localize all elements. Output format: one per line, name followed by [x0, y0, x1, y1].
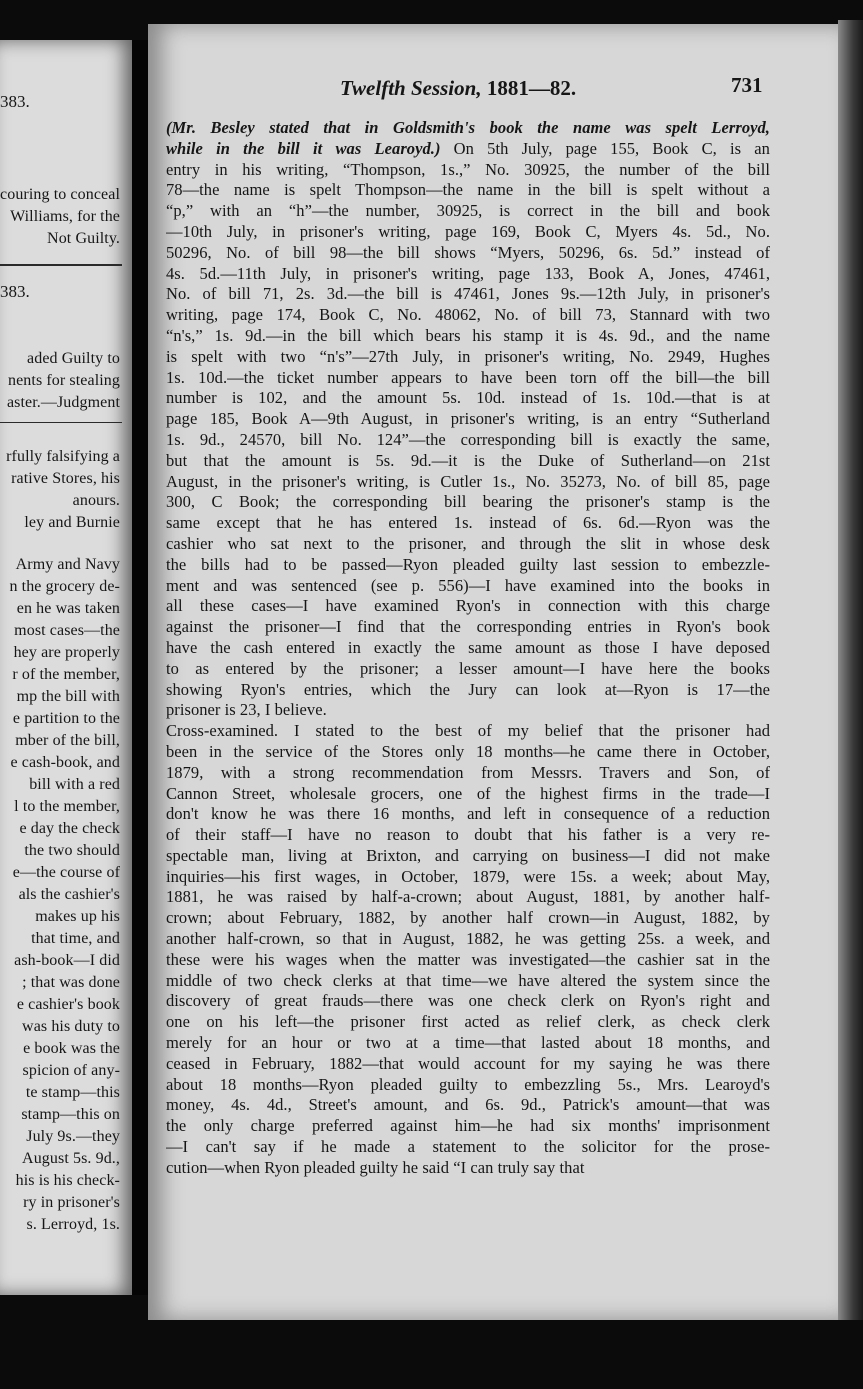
left-page-line: l to the member,: [14, 798, 120, 815]
left-page-case-number: 383.: [0, 282, 30, 301]
left-page-line: nents for stealing: [8, 372, 120, 389]
left-page-line: August 5s. 9d.,: [22, 1150, 120, 1167]
left-page-line: r of the member,: [12, 666, 120, 683]
text-line: same except that he has entered 1s. instead of 6s. 6d.—Ryon was the: [166, 513, 770, 533]
session-years: 1881—82.: [486, 76, 577, 100]
text-line: is spelt with two “n's”—27th July, in prisoner's writing, No. 2949, Hughes: [166, 346, 770, 366]
left-page-line: e cash-book, and: [10, 754, 120, 771]
left-page-line: ry in prisoner's: [23, 1194, 120, 1211]
text-line: 300, C Book; the corresponding bill bearing the prisoner's stamp is the: [166, 492, 770, 512]
text-line: middle of two check clerks at that time—we have altered the system since the: [166, 970, 770, 990]
text-line: entry in his writing, “Thompson, 1s.,” No. 30925, the number of the bill: [166, 159, 770, 179]
text-line: page 185, Book A—9th August, in prisoner's writing, is an entry “Sutherland: [166, 409, 770, 429]
text-line: inquiries—his first wages, in October, 1879, were 15s. a week; about May,: [166, 866, 770, 886]
text-line: spectable man, living at Brixton, and carrying on business—I did not make: [166, 845, 770, 865]
left-page-line: spicion of any-: [22, 1062, 120, 1079]
text-line: have the cash entered in exactly the same amount as those I have deposed: [166, 637, 770, 657]
text-line: 78—the name is spelt Thompson—the name in the bill is spelt without a: [166, 180, 770, 200]
left-page-line: his is his check-: [15, 1172, 120, 1189]
left-page-line: rfully falsifying a: [6, 448, 120, 465]
text-line: No. of bill 71, 2s. 3d.—the bill is 47461, Jones 9s.—12th July, in prisoner's: [166, 284, 770, 304]
text-line: against the prisoner—I find that the corresponding entries in Ryon's book: [166, 617, 770, 637]
text-line: merely for an hour or two at a time—that lasted about 18 months, and: [166, 1033, 770, 1053]
text-line: Cross-examined. I stated to the best of my belief that the prisoner had: [166, 721, 770, 741]
left-page-line: mp the bill with: [16, 688, 120, 705]
text-line: to as entered by the prisoner; a lesser amount—I have here the books: [166, 658, 770, 678]
text-line: the only charge preferred against him—he had six months' imprisonment: [166, 1116, 770, 1136]
left-page-line: bill with a red: [29, 776, 120, 793]
text-line: writing, page 174, Book C, No. 48062, No. of bill 73, Stannard with two: [166, 305, 770, 325]
left-page-line: rative Stores, his: [11, 470, 120, 487]
left-page-rule: [0, 422, 122, 423]
text-line: —10th July, in prisoner's writing, page 169, Book C, Myers 4s. 5d., No.: [166, 221, 770, 241]
left-page: [0, 40, 134, 1295]
page-edge: [838, 20, 863, 1320]
text-line: “n's,” 1s. 9d.—in the bill which bears his stamp it is 4s. 9d., and the name: [166, 325, 770, 345]
left-page-line: e day the check: [19, 820, 120, 837]
text-line: been in the service of the Stores only 18 months—he came there in October,: [166, 741, 770, 761]
left-page-line: Not Guilty.: [47, 230, 120, 247]
left-page-line: makes up his: [35, 908, 120, 925]
text-line: 1879, with a strong recommendation from Messrs. Travers and Son, of: [166, 762, 770, 782]
left-page-line: that time, and: [31, 930, 120, 947]
text-line: “p,” with an “h”—the number, 30925, is correct in the bill and book: [166, 201, 770, 221]
text-line: don't know he was there 16 months, and left in consequence of a reduction: [166, 804, 770, 824]
text-line: 1s. 10d.—the ticket number appears to have been torn off the bill—the bill: [166, 367, 770, 387]
left-page-line: e cashier's book: [16, 996, 120, 1013]
left-page-line: e book was the: [23, 1040, 120, 1057]
text-line: showing Ryon's entries, which the Jury can look at—Ryon is 17—the: [166, 679, 770, 699]
text-line: one on his left—the prisoner first acted as relief clerk, as check clerk: [166, 1012, 770, 1032]
left-page-line: aster.—Judgment: [6, 394, 120, 411]
left-page-line: stamp—this on: [21, 1106, 120, 1123]
left-page-line: e—the course of: [12, 864, 120, 881]
text-line: number is 102, and the amount 5s. 10d. instead of 1s. 10d.—that is at: [166, 388, 770, 408]
text-line: —I can't say if he made a statement to the solicitor for the prose-: [166, 1137, 770, 1157]
text-line: (Mr. Besley stated that in Goldsmith's book the name was spelt Lerroyd,: [166, 118, 770, 137]
text-line: while in the bill it was Learoyd.) On 5th July, page 155, Book C, is an: [166, 138, 770, 158]
left-page-line: was his duty to: [22, 1018, 120, 1035]
text-line: 1s. 9d., 24570, bill No. 124”—the corresponding bill is exactly the same,: [166, 429, 770, 449]
left-page-line: most cases—the: [14, 622, 120, 639]
left-page-line: ley and Burnie: [24, 514, 120, 531]
left-page-line: e partition to the: [12, 710, 120, 727]
text-line: ment and was sentenced (see p. 556)—I have examined into the books in: [166, 575, 770, 595]
text-line: 1881, he was raised by half-a-crown; about August, 1881, by another half-: [166, 887, 770, 907]
running-header: [340, 76, 576, 101]
left-page-line: ash-book—I did: [14, 952, 120, 969]
left-page-line: en he was taken: [16, 600, 120, 617]
text-line: Cannon Street, wholesale grocers, one of the highest firms in the trade—I: [166, 783, 770, 803]
text-line: the bills had to be passed—Ryon pleaded guilty last session to embezzle-: [166, 554, 770, 574]
left-page-case-number: 383.: [0, 92, 30, 111]
text-line: ceased in February, 1882—that would account for my saying he was there: [166, 1053, 770, 1073]
text-line: 4s. 5d.—11th July, in prisoner's writing, page 133, Book A, Jones, 47461,: [166, 263, 770, 283]
left-page-line: couring to conceal: [0, 186, 120, 203]
left-page-rule: [0, 264, 122, 266]
left-page-line: ; that was done: [22, 974, 120, 991]
left-page-line: s. Lerroyd, 1s.: [26, 1216, 120, 1233]
session-title: Twelfth Session,: [340, 76, 482, 100]
page-body-text: [166, 118, 770, 1179]
left-page-line: anours.: [72, 492, 120, 509]
text-line: about 18 months—Ryon pleaded guilty to embezzling 5s., Mrs. Learoyd's: [166, 1074, 770, 1094]
text-line: money, 4s. 4d., Street's amount, and 6s. 9d., Patrick's amount—that was: [166, 1095, 770, 1115]
page-number: 731: [731, 73, 763, 97]
left-page-line: Army and Navy: [15, 556, 120, 573]
text-line: prisoner is 23, I believe.: [166, 700, 327, 720]
text-line: all these cases—I have examined Ryon's in connection with this charge: [166, 596, 770, 616]
left-page-line: Williams, for the: [10, 208, 120, 225]
text-line: cashier who sat next to the prisoner, and through the slit in whose desk: [166, 533, 770, 553]
left-page-line: als the cashier's: [18, 886, 120, 903]
text-line: cution—when Ryon pleaded guilty he said “I can truly say that: [166, 1157, 585, 1177]
text-line: 50296, No. of bill 98—the bill shows “Myers, 50296, 6s. 5d.” instead of: [166, 242, 770, 262]
left-page-line: aded Guilty to: [27, 350, 120, 367]
left-page-line: te stamp—this: [25, 1084, 120, 1101]
text-line: crown; about February, 1882, by another half crown—in August, 1882, by: [166, 908, 770, 928]
text-line: discovery of great frauds—there was one check clerk on Ryon's right and: [166, 991, 770, 1011]
left-page-line: July 9s.—they: [26, 1128, 120, 1145]
text-line: another half-crown, so that in August, 1882, he was getting 25s. a week, and: [166, 929, 770, 949]
left-page-line: hey are properly: [13, 644, 120, 661]
left-page-line: the two should: [24, 842, 120, 859]
text-line: these were his wages when the matter was investigated—the cashier sat in the: [166, 949, 770, 969]
left-page-line: mber of the bill,: [15, 732, 120, 749]
left-page-line: n the grocery de-: [9, 578, 120, 595]
text-line: but that the amount is 5s. 9d.—it is the Duke of Sutherland—on 21st: [166, 450, 770, 470]
text-line: August, in the prisoner's writing, is Cutler 1s., No. 35273, No. of bill 85, page: [166, 471, 770, 491]
text-line: of their staff—I have no reason to doubt that his father is a very re-: [166, 825, 770, 845]
